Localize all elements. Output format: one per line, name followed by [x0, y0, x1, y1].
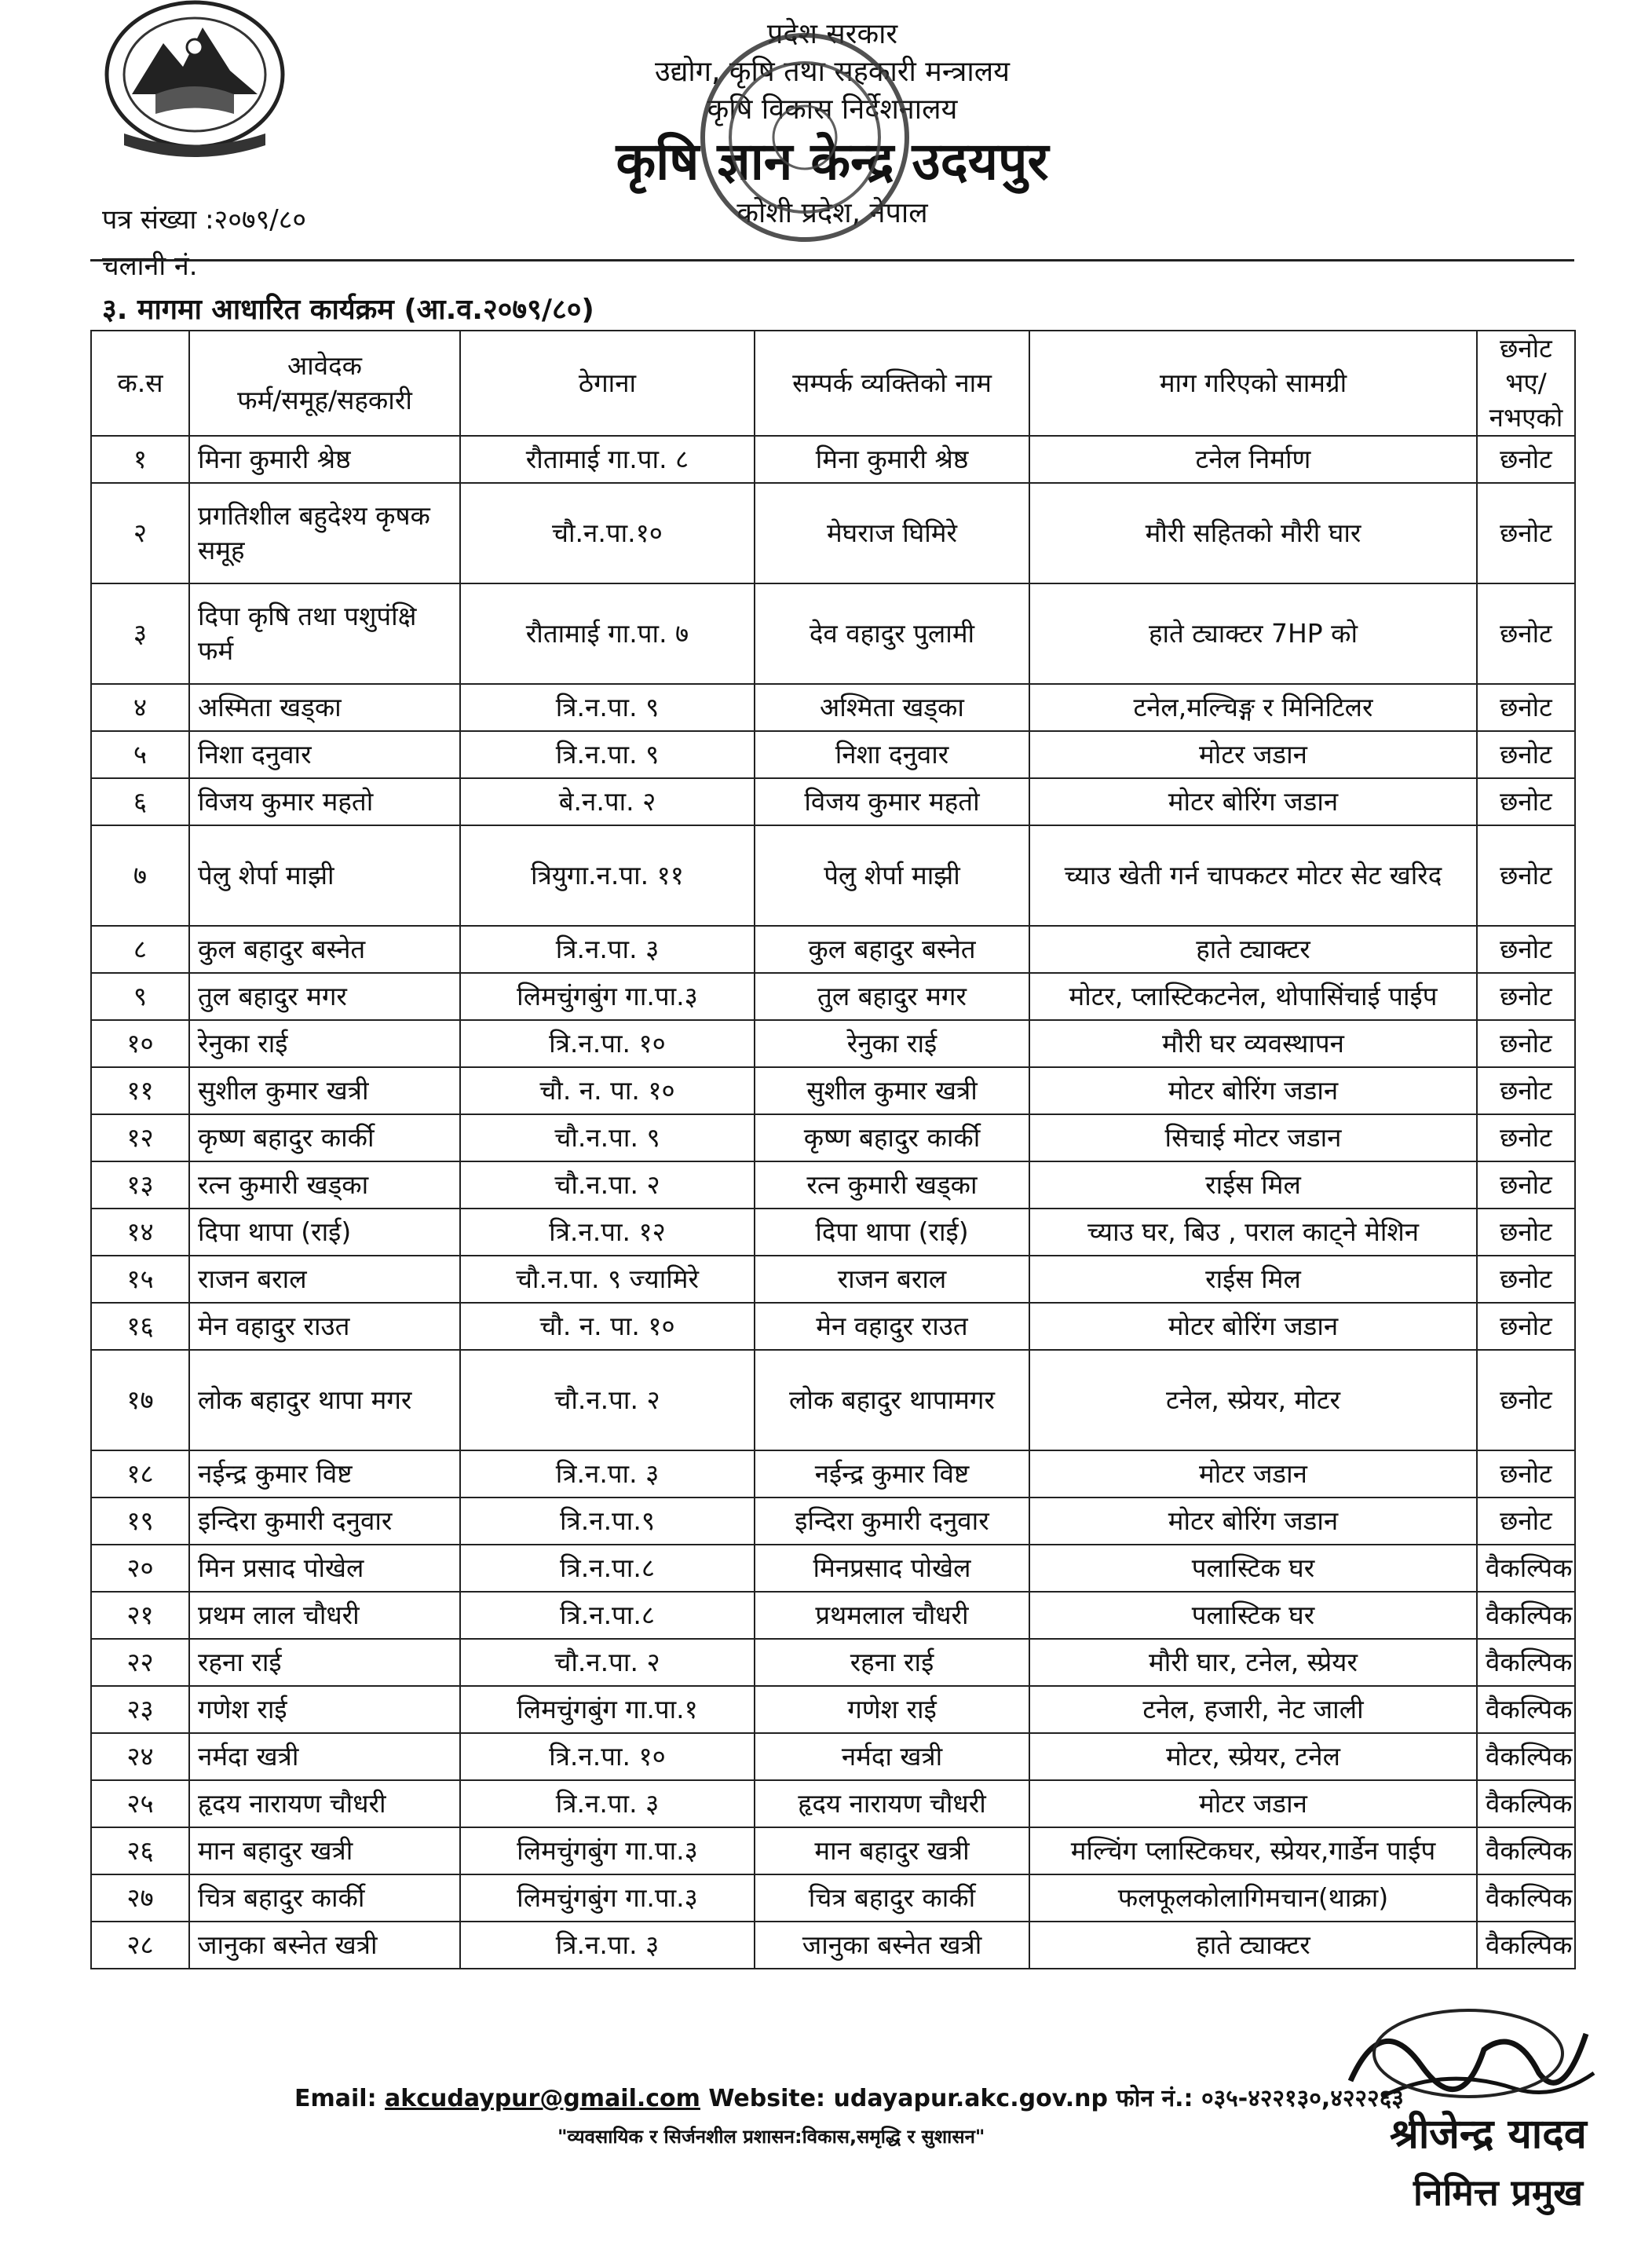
row-requested-item: मौरी घर व्यवस्थापन — [1029, 1020, 1477, 1067]
row-contact-person: नर्मदा खत्री — [755, 1733, 1029, 1780]
table-row — [91, 1686, 1575, 1733]
row-requested-item: मौरी सहितको मौरी घार — [1029, 483, 1477, 583]
row-serial: २८ — [91, 1922, 189, 1969]
row-address: त्रि.न.पा. ९ — [460, 731, 755, 778]
row-applicant: नईन्द्र कुमार विष्ट — [189, 1450, 460, 1498]
applicant-table — [90, 330, 1576, 1969]
row-selection-status: छनोट — [1477, 1161, 1575, 1209]
row-contact-person: दिपा थापा (राई) — [755, 1209, 1029, 1256]
table-row — [91, 1733, 1575, 1780]
row-address: त्रि.न.पा. १२ — [460, 1209, 755, 1256]
row-applicant: राजन बराल — [189, 1256, 460, 1303]
row-applicant: हृदय नारायण चौधरी — [189, 1780, 460, 1827]
row-requested-item: मोटर बोरिंग जडान — [1029, 1498, 1477, 1545]
row-address: चौ.न.पा.१० — [460, 483, 755, 583]
table-row — [91, 973, 1575, 1020]
row-selection-status: छनोट — [1477, 1067, 1575, 1114]
table-row — [91, 1161, 1575, 1209]
row-applicant: दिपा कृषि तथा पशुपंक्षि फर्म — [189, 583, 460, 684]
dispatch-number: चलानी नं. — [102, 250, 198, 282]
row-applicant: दिपा थापा (राई) — [189, 1209, 460, 1256]
row-selection-status: छनोट — [1477, 1020, 1575, 1067]
row-applicant: जानुका बस्नेत खत्री — [189, 1922, 460, 1969]
row-address: त्रि.न.पा. १० — [460, 1020, 755, 1067]
row-address: त्रियुगा.न.पा. ११ — [460, 825, 755, 926]
row-address: लिमचुंगबुंग गा.पा.१ — [460, 1686, 755, 1733]
row-serial: ६ — [91, 778, 189, 825]
row-applicant: मिना कुमारी श्रेष्ठ — [189, 436, 460, 483]
table-row — [91, 1874, 1575, 1922]
row-selection-status: छनोट — [1477, 1209, 1575, 1256]
row-selection-status: वैकल्पिक — [1477, 1733, 1575, 1780]
row-applicant: प्रगतिशील बहुदेश्य कृषक समूह — [189, 483, 460, 583]
table-row — [91, 1780, 1575, 1827]
row-requested-item: फलफूलकोलागिमचान(थाक्रा) — [1029, 1874, 1477, 1922]
row-selection-status: छनोट — [1477, 1450, 1575, 1498]
table-row — [91, 1545, 1575, 1592]
row-address: त्रि.न.पा.८ — [460, 1545, 755, 1592]
row-contact-person: निशा दनुवार — [755, 731, 1029, 778]
row-selection-status: छनोट — [1477, 1350, 1575, 1450]
row-selection-status: छनोट — [1477, 1256, 1575, 1303]
row-applicant: रेनुका राई — [189, 1020, 460, 1067]
table-row — [91, 825, 1575, 926]
row-contact-person: देव वहादुर पुलामी — [755, 583, 1029, 684]
row-contact-person: जानुका बस्नेत खत्री — [755, 1922, 1029, 1969]
row-applicant: रहना राई — [189, 1639, 460, 1686]
row-applicant: पेलु शेर्पा माझी — [189, 825, 460, 926]
row-serial: ४ — [91, 684, 189, 731]
row-contact-person: रेनुका राई — [755, 1020, 1029, 1067]
table-row — [91, 1922, 1575, 1969]
row-contact-person: लोक बहादुर थापामगर — [755, 1350, 1029, 1450]
header-contact-person: सम्पर्क व्यक्तिको नाम — [755, 331, 1029, 436]
row-selection-status: वैकल्पिक — [1477, 1545, 1575, 1592]
footer-slogan: "व्यवसायिक र सिर्जनशील प्रशासन:विकास,समृद्धि र सुशासन" — [557, 2126, 985, 2148]
row-address: त्रि.न.पा. ९ — [460, 684, 755, 731]
table-row — [91, 684, 1575, 731]
row-serial: १६ — [91, 1303, 189, 1350]
table-row — [91, 926, 1575, 973]
row-contact-person: रहना राई — [755, 1639, 1029, 1686]
row-address: त्रि.न.पा.८ — [460, 1592, 755, 1639]
row-contact-person: प्रथमलाल चौधरी — [755, 1592, 1029, 1639]
table-row — [91, 1498, 1575, 1545]
office-stamp-icon — [691, 24, 919, 251]
table-row — [91, 1209, 1575, 1256]
row-serial: १८ — [91, 1450, 189, 1498]
row-requested-item: हाते ट्याक्टर — [1029, 1922, 1477, 1969]
row-applicant: नर्मदा खत्री — [189, 1733, 460, 1780]
header-ministry: उद्योग, कृषि तथा सहकारी मन्त्रालय — [654, 56, 1011, 88]
row-applicant: कुल बहादुर बस्नेत — [189, 926, 460, 973]
row-requested-item: पलास्टिक घर — [1029, 1545, 1477, 1592]
row-selection-status: छनोट — [1477, 684, 1575, 731]
header-applicant: आवेदक फर्म/समूह/सहकारी — [189, 331, 460, 436]
row-address: लिमचुंगबुंग गा.पा.३ — [460, 1827, 755, 1874]
table-row — [91, 1020, 1575, 1067]
row-serial: १३ — [91, 1161, 189, 1209]
row-applicant: चित्र बहादुर कार्की — [189, 1874, 460, 1922]
row-serial: १४ — [91, 1209, 189, 1256]
row-selection-status: वैकल्पिक — [1477, 1922, 1575, 1969]
row-applicant: लोक बहादुर थापा मगर — [189, 1350, 460, 1450]
row-applicant: इन्दिरा कुमारी दनुवार — [189, 1498, 460, 1545]
row-applicant: कृष्ण बहादुर कार्की — [189, 1114, 460, 1161]
row-requested-item: मल्चिंग प्लास्टिकघर, स्प्रेयर,गार्डेन पाईप — [1029, 1827, 1477, 1874]
row-requested-item: मोटर बोरिंग जडान — [1029, 1067, 1477, 1114]
row-contact-person: अश्मिता खड्का — [755, 684, 1029, 731]
row-requested-item: मोटर जडान — [1029, 1780, 1477, 1827]
row-requested-item: टनेल, हजारी, नेट जाली — [1029, 1686, 1477, 1733]
table-row — [91, 1067, 1575, 1114]
row-requested-item: मोटर, स्प्रेयर, टनेल — [1029, 1733, 1477, 1780]
signatory-title: निमित्त प्रमुख — [1413, 2171, 1583, 2214]
row-selection-status: वैकल्पिक — [1477, 1780, 1575, 1827]
row-address: चौ.न.पा. २ — [460, 1350, 755, 1450]
row-address: त्रि.न.पा. ३ — [460, 1450, 755, 1498]
row-contact-person: मिनप्रसाद पोखेल — [755, 1545, 1029, 1592]
row-address: रौतामाई गा.पा. ७ — [460, 583, 755, 684]
row-address: लिमचुंगबुंग गा.पा.३ — [460, 1874, 755, 1922]
table-row — [91, 1639, 1575, 1686]
row-serial: १२ — [91, 1114, 189, 1161]
row-selection-status: छनोट — [1477, 1303, 1575, 1350]
row-applicant: गणेश राई — [189, 1686, 460, 1733]
table-row — [91, 1256, 1575, 1303]
table-row — [91, 436, 1575, 483]
row-address: त्रि.न.पा. ३ — [460, 1780, 755, 1827]
header-address: ठेगाना — [460, 331, 755, 436]
row-contact-person: मेन वहादुर राउत — [755, 1303, 1029, 1350]
row-selection-status: छनोट — [1477, 1114, 1575, 1161]
program-title: ३. मागमा आधारित कार्यक्रम (आ.व.२०७९/८०) — [102, 294, 594, 326]
row-serial: १९ — [91, 1498, 189, 1545]
row-requested-item: टनेल,मल्चिङ्ग र मिनिटिलर — [1029, 684, 1477, 731]
row-serial: ७ — [91, 825, 189, 926]
table-row — [91, 1303, 1575, 1350]
row-contact-person: तुल बहादुर मगर — [755, 973, 1029, 1020]
table-row — [91, 1592, 1575, 1639]
row-serial: ८ — [91, 926, 189, 973]
row-requested-item: राईस मिल — [1029, 1256, 1477, 1303]
row-selection-status: वैकल्पिक — [1477, 1639, 1575, 1686]
row-serial: ९ — [91, 973, 189, 1020]
row-serial: १० — [91, 1020, 189, 1067]
phone-label: फोन नं.: — [1116, 2085, 1193, 2112]
row-requested-item: पलास्टिक घर — [1029, 1592, 1477, 1639]
table-row — [91, 1114, 1575, 1161]
row-requested-item: टनेल निर्माण — [1029, 436, 1477, 483]
header-serial: क.स — [91, 331, 189, 436]
row-serial: १ — [91, 436, 189, 483]
row-serial: २६ — [91, 1827, 189, 1874]
row-requested-item: हाते ट्याक्टर 7HP को — [1029, 583, 1477, 684]
website-label: Website: — [708, 2085, 826, 2112]
row-address: बे.न.पा. २ — [460, 778, 755, 825]
table-row — [91, 583, 1575, 684]
row-requested-item: च्याउ खेती गर्न चापकटर मोटर सेट खरिद — [1029, 825, 1477, 926]
row-requested-item: मोटर, प्लास्टिकटनेल, थोपासिंचाई पाईप — [1029, 973, 1477, 1020]
row-contact-person: इन्दिरा कुमारी दनुवार — [755, 1498, 1029, 1545]
table-header-row — [91, 331, 1575, 436]
row-requested-item: मोटर जडान — [1029, 1450, 1477, 1498]
row-requested-item: मोटर जडान — [1029, 731, 1477, 778]
website-link[interactable]: udayapur.akc.gov.np — [833, 2085, 1109, 2112]
row-address: चौ. न. पा. १० — [460, 1303, 755, 1350]
row-selection-status: वैकल्पिक — [1477, 1827, 1575, 1874]
row-address: चौ. न. पा. १० — [460, 1067, 755, 1114]
row-address: चौ.न.पा. ९ ज्यामिरे — [460, 1256, 755, 1303]
row-applicant: मिन प्रसाद पोखेल — [189, 1545, 460, 1592]
table-row — [91, 1350, 1575, 1450]
row-serial: १५ — [91, 1256, 189, 1303]
row-requested-item: हाते ट्याक्टर — [1029, 926, 1477, 973]
row-contact-person: हृदय नारायण चौधरी — [755, 1780, 1029, 1827]
row-contact-person: सुशील कुमार खत्री — [755, 1067, 1029, 1114]
row-address: त्रि.न.पा. ३ — [460, 926, 755, 973]
row-selection-status: छनोट — [1477, 583, 1575, 684]
header-office-name: कृषि ज्ञान केन्द्र उदयपुर — [616, 131, 1049, 192]
table-body — [91, 436, 1575, 1969]
row-requested-item: मोटर बोरिंग जडान — [1029, 1303, 1477, 1350]
signatory-name: श्रीजेन्द्र यादव — [1390, 2111, 1587, 2158]
row-serial: ११ — [91, 1067, 189, 1114]
email-link[interactable]: akcudaypur@gmail.com — [385, 2085, 700, 2112]
footer-contact — [294, 2081, 1404, 2113]
row-requested-item: राईस मिल — [1029, 1161, 1477, 1209]
row-contact-person: मेघराज घिमिरे — [755, 483, 1029, 583]
row-contact-person: राजन बराल — [755, 1256, 1029, 1303]
row-selection-status: वैकल्पिक — [1477, 1592, 1575, 1639]
row-serial: ३ — [91, 583, 189, 684]
row-applicant: निशा दनुवार — [189, 731, 460, 778]
row-address: लिमचुंगबुंग गा.पा.३ — [460, 973, 755, 1020]
header-divider — [90, 259, 1574, 261]
row-contact-person: रत्न कुमारी खड्का — [755, 1161, 1029, 1209]
letter-ref-number: पत्र संख्या :२०७९/८० — [102, 204, 307, 236]
row-selection-status: छनोट — [1477, 483, 1575, 583]
row-applicant: अस्मिता खड्का — [189, 684, 460, 731]
row-serial: २० — [91, 1545, 189, 1592]
row-requested-item: टनेल, स्प्रेयर, मोटर — [1029, 1350, 1477, 1450]
row-address: त्रि.न.पा. १० — [460, 1733, 755, 1780]
row-serial: २४ — [91, 1733, 189, 1780]
row-selection-status: छनोट — [1477, 1498, 1575, 1545]
row-contact-person: कुल बहादुर बस्नेत — [755, 926, 1029, 973]
header-requested-item: माग गरिएको सामग्री — [1029, 331, 1477, 436]
table-row — [91, 1450, 1575, 1498]
row-address: त्रि.न.पा. ३ — [460, 1922, 755, 1969]
row-serial: १७ — [91, 1350, 189, 1450]
row-requested-item: च्याउ घर, बिउ , पराल काट्ने मेशिन — [1029, 1209, 1477, 1256]
row-applicant: रत्न कुमारी खड्का — [189, 1161, 460, 1209]
row-contact-person: नईन्द्र कुमार विष्ट — [755, 1450, 1029, 1498]
row-selection-status: छनोट — [1477, 973, 1575, 1020]
row-contact-person: मान बहादुर खत्री — [755, 1827, 1029, 1874]
phone-number: ०३५-४२२१३०,४२२२६३ — [1201, 2085, 1404, 2112]
row-serial: २१ — [91, 1592, 189, 1639]
row-address: चौ.न.पा. २ — [460, 1639, 755, 1686]
row-serial: २५ — [91, 1780, 189, 1827]
row-address: चौ.न.पा. २ — [460, 1161, 755, 1209]
row-selection-status: छनोट — [1477, 731, 1575, 778]
table-row — [91, 731, 1575, 778]
row-serial: २३ — [91, 1686, 189, 1733]
row-selection-status: वैकल्पिक — [1477, 1874, 1575, 1922]
row-applicant: मान बहादुर खत्री — [189, 1827, 460, 1874]
row-serial: ५ — [91, 731, 189, 778]
row-contact-person: चित्र बहादुर कार्की — [755, 1874, 1029, 1922]
header-selection-status: छनोट भए/नभएको — [1477, 331, 1575, 436]
row-contact-person: कृष्ण बहादुर कार्की — [755, 1114, 1029, 1161]
row-contact-person: मिना कुमारी श्रेष्ठ — [755, 436, 1029, 483]
row-selection-status: छनोट — [1477, 926, 1575, 973]
row-serial: २ — [91, 483, 189, 583]
row-address: त्रि.न.पा.९ — [460, 1498, 755, 1545]
row-contact-person: पेलु शेर्पा माझी — [755, 825, 1029, 926]
row-requested-item: मौरी घार, टनेल, स्प्रेयर — [1029, 1639, 1477, 1686]
email-label: Email: — [294, 2085, 377, 2112]
row-applicant: प्रथम लाल चौधरी — [189, 1592, 460, 1639]
header-location: कोशी प्रदेश, नेपाल — [736, 197, 928, 229]
row-serial: २२ — [91, 1639, 189, 1686]
table-row — [91, 483, 1575, 583]
table-row — [91, 778, 1575, 825]
row-selection-status: छनोट — [1477, 436, 1575, 483]
row-applicant: सुशील कुमार खत्री — [189, 1067, 460, 1114]
row-requested-item: मोटर बोरिंग जडान — [1029, 778, 1477, 825]
row-applicant: तुल बहादुर मगर — [189, 973, 460, 1020]
row-selection-status: छनोट — [1477, 825, 1575, 926]
nepal-emblem-icon — [101, 0, 289, 165]
row-selection-status: छनोट — [1477, 778, 1575, 825]
row-applicant: मेन वहादुर राउत — [189, 1303, 460, 1350]
row-contact-person: विजय कुमार महतो — [755, 778, 1029, 825]
row-serial: २७ — [91, 1874, 189, 1922]
table-row — [91, 1827, 1575, 1874]
row-applicant: विजय कुमार महतो — [189, 778, 460, 825]
row-address: रौतामाई गा.पा. ८ — [460, 436, 755, 483]
row-contact-person: गणेश राई — [755, 1686, 1029, 1733]
row-selection-status: वैकल्पिक — [1477, 1686, 1575, 1733]
row-address: चौ.न.पा. ९ — [460, 1114, 755, 1161]
header-directorate: कृषि विकास निर्देशनालय — [707, 93, 958, 126]
row-requested-item: सिचाई मोटर जडान — [1029, 1114, 1477, 1161]
header-province: प्रदेश सरकार — [766, 18, 898, 50]
